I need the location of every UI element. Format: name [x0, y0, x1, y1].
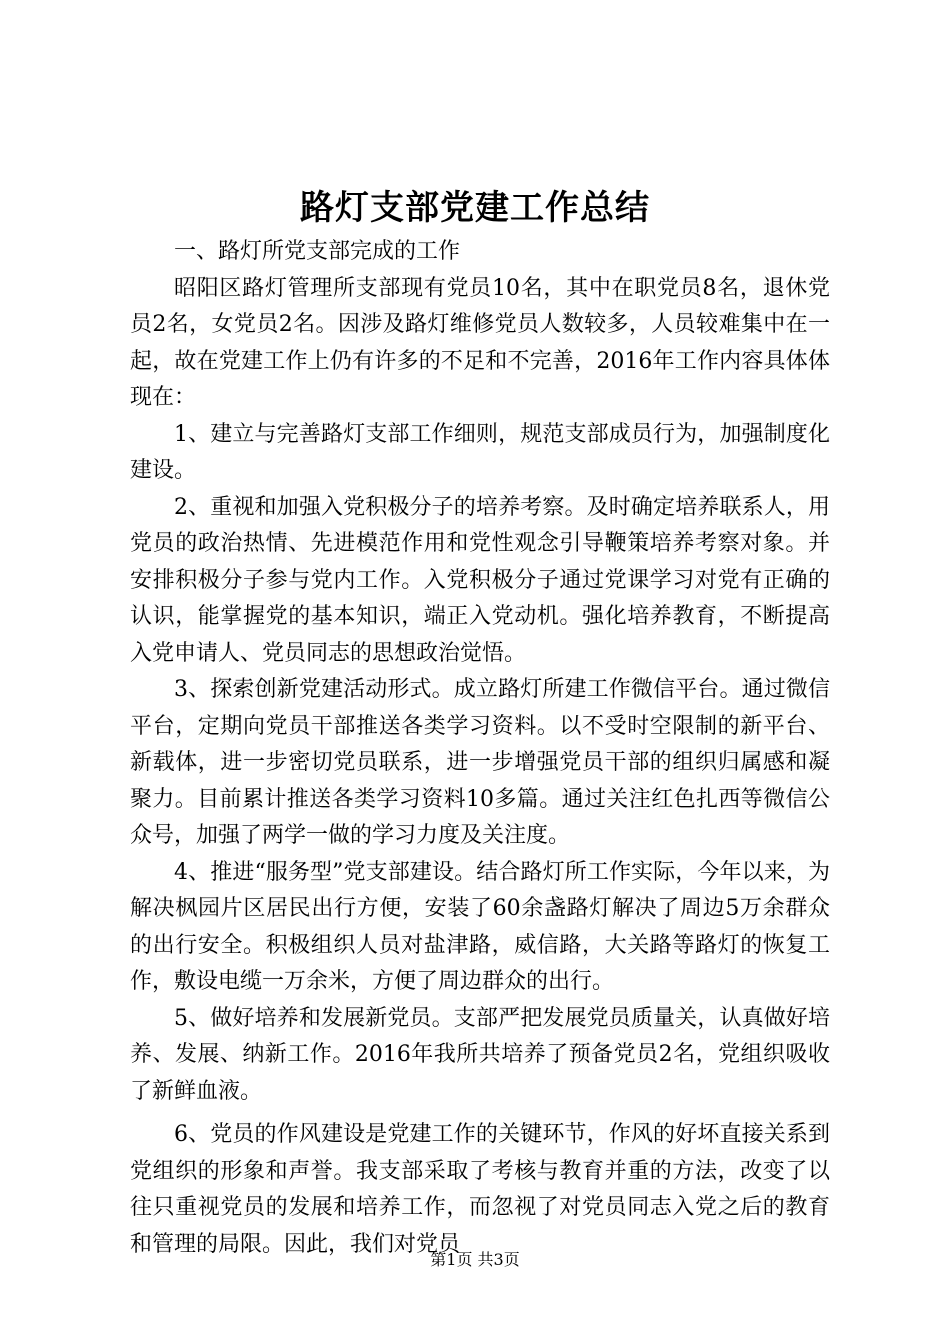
section-heading: 一、路灯所党支部完成的工作	[174, 239, 461, 264]
paragraph-item-6: 6、党员的作风建设是党建工作的关键环节，作风的好坏直接关系到党组织的形象和声誉。我支部采取了考核与教育并重的方法，改变了以往只重视党员的发展和培养工作，而忽视了对党员同志入党之后的教育和管理的局限。因此，我们对党员	[130, 1122, 830, 1257]
page-title: 路灯支部党建工作总结	[300, 188, 650, 228]
paragraph-item-2: 2、重视和加强入党积极分子的培养考察。及时确定培养联系人，用党员的政治热情、先进模范作用和党性观念引导鞭策培养考察对象。并安排积极分子参与党内工作。入党积极分子通过党课学习对党有正确的认识，能掌握党的基本知识，端正入党动机。强化培养教育，不断提高入党申请人、党员同志的思想政治觉悟。	[130, 494, 830, 666]
paragraph-item-1: 1、建立与完善路灯支部工作细则，规范支部成员行为，加强制度化建设。	[130, 421, 830, 483]
paragraph-item-3: 3、探索创新党建活动形式。成立路灯所建工作微信平台。通过微信平台，定期向党员干部推送各类学习资料。以不受时空限制的新平台、新载体，进一步密切党员联系，进一步增强党员干部的组织归属感和凝聚力。目前累计推送各类学习资料10多篇。通过关注红色扎西等微信公众号，加强了两学一做的学习力度及关注度。	[130, 677, 830, 848]
paragraph-item-5: 5、做好培养和发展新党员。支部严把发展党员质量关，认真做好培养、发展、纳新工作。2016年我所共培养了预备党员2名，党组织吸收了新鲜血液。	[130, 1005, 830, 1104]
page-footer: 第1页 共3页	[430, 1250, 520, 1269]
document-body	[130, 234, 830, 1263]
paragraph-intro: 昭阳区路灯管理所支部现有党员10名，其中在职党员8名，退休党员2名，女党员2名。因涉及路灯维修党员人数较多，人员较难集中在一起，故在党建工作上仍有许多的不足和不完善，2016年工作内容具体体现在：	[130, 275, 830, 410]
paragraph-item-4: 4、推进“服务型”党支部建设。结合路灯所工作实际，今年以来，为解决枫园片区居民出行方便，安装了60余盏路灯解决了周边5万余群众的出行安全。积极组织人员对盐津路，威信路，大关路等路灯的恢复工作，敷设电缆一万余米，方便了周边群众的出行。	[130, 859, 830, 994]
